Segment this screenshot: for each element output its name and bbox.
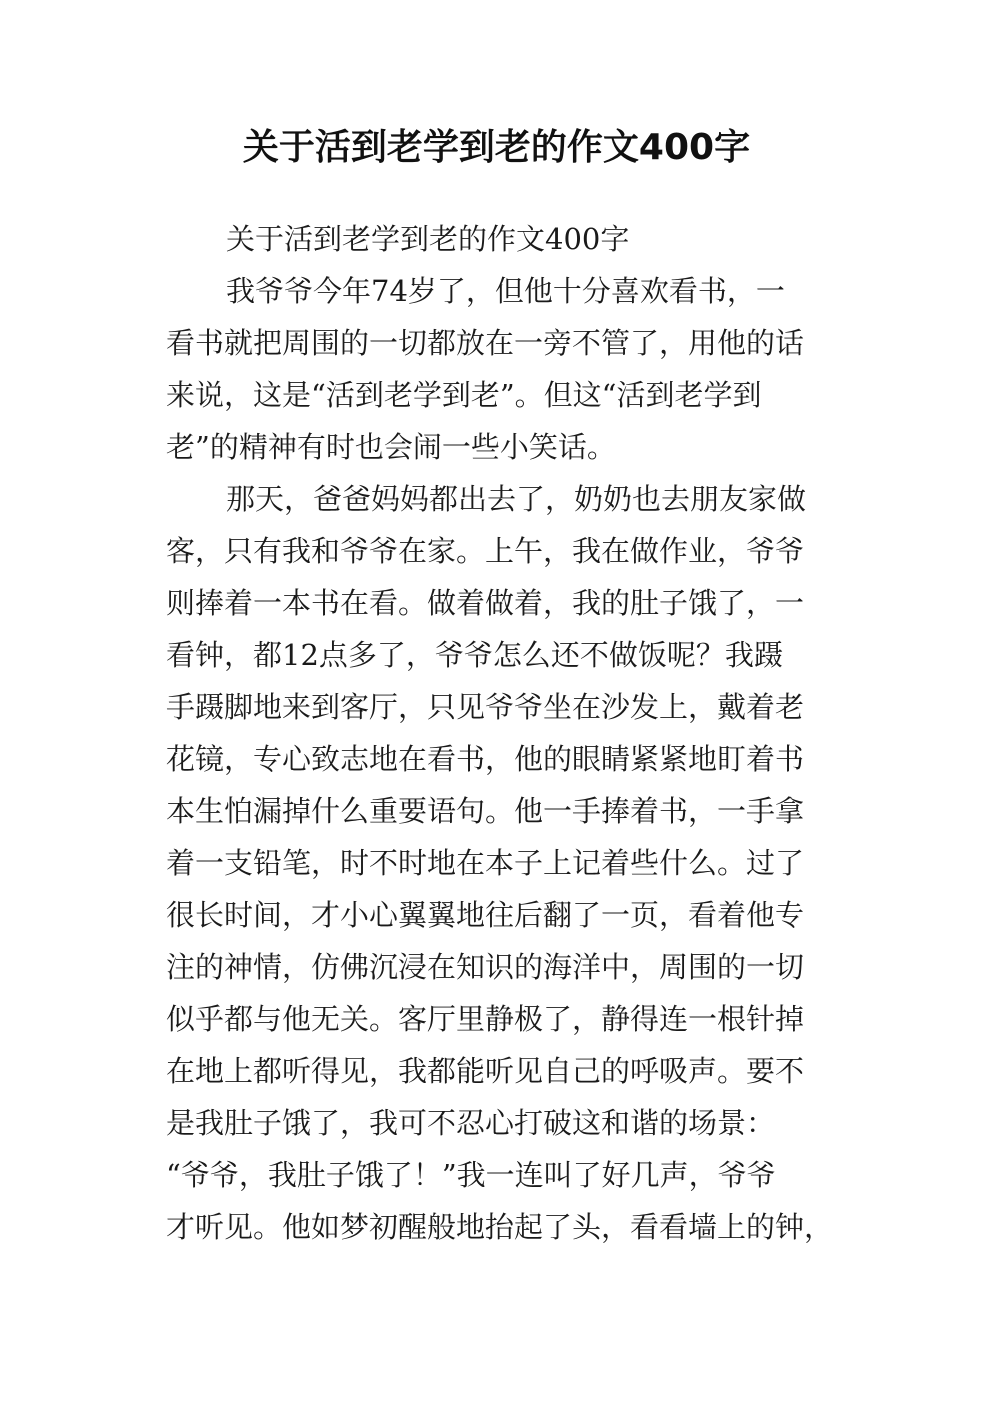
document-title: 关于活到老学到老的作文400字 — [242, 127, 751, 168]
essay-line: 手蹑脚地来到客厅，只见爷爷坐在沙发上，戴着老 — [166, 690, 805, 724]
essay-line: 在地上都听得见，我都能听见自己的呼吸声。要不 — [166, 1054, 805, 1088]
essay-line: 花镜，专心致志地在看书，他的眼睛紧紧地盯着书 — [166, 742, 805, 776]
essay-line: 我爷爷今年74岁了，但他十分喜欢看书，一 — [226, 274, 785, 308]
essay-line: 是我肚子饿了，我可不忍心打破这和谐的场景： — [166, 1106, 776, 1140]
essay-line: 注的神情，仿佛沉浸在知识的海洋中，周围的一切 — [166, 950, 805, 984]
essay-line: 看书就把周围的一切都放在一旁不管了，用他的话 — [166, 326, 805, 360]
essay-line: 看钟，都12点多了，爷爷怎么还不做饭呢？我蹑 — [166, 638, 783, 672]
essay-body — [166, 213, 834, 1253]
essay-line: 客，只有我和爷爷在家。上午，我在做作业，爷爷 — [166, 534, 805, 568]
essay-line: 则捧着一本书在看。做着做着，我的肚子饿了，一 — [166, 586, 805, 620]
essay-line: 来说，这是“活到老学到老”。但这“活到老学到 — [166, 378, 762, 412]
essay-line: 关于活到老学到老的作文400字 — [226, 222, 630, 256]
essay-line: 老”的精神有时也会闹一些小笑话。 — [166, 430, 616, 464]
essay-line: 那天，爸爸妈妈都出去了，奶奶也去朋友家做 — [226, 482, 807, 516]
essay-line: “爷爷，我肚子饿了！”我一连叫了好几声，爷爷 — [166, 1158, 776, 1192]
essay-line: 似乎都与他无关。客厅里静极了，静得连一根针掉 — [166, 1002, 805, 1036]
essay-line: 着一支铅笔，时不时地在本子上记着些什么。过了 — [166, 846, 805, 880]
essay-line: 才听见。他如梦初醒般地抬起了头，看看墙上的钟， — [166, 1210, 834, 1244]
essay-line: 本生怕漏掉什么重要语句。他一手捧着书，一手拿 — [166, 794, 805, 828]
essay-line: 很长时间，才小心翼翼地往后翻了一页，看着他专 — [166, 898, 805, 932]
